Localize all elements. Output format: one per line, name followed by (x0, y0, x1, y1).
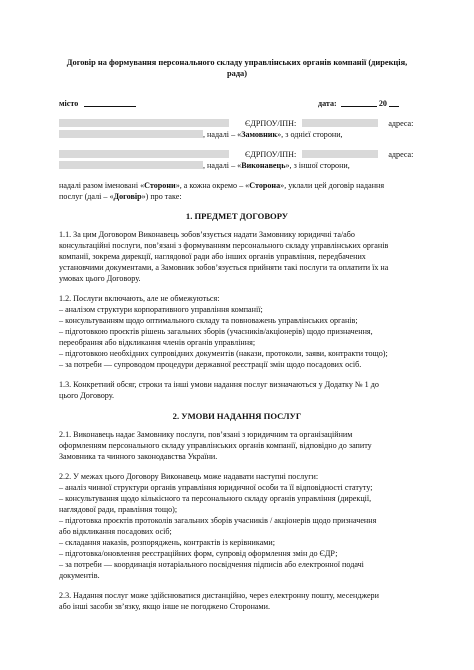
list-item: – підготовка/оновлення реєстраційних форм, супровід оформлення змін до ЄДР; (59, 549, 338, 558)
intro-text: послуг (далі – « (59, 192, 114, 201)
party1-line-1 (59, 119, 413, 129)
list-item: – за потреби — координація нотаріального посвідчення підписів або електронної подачі (59, 560, 364, 569)
paragraph-line: умовах цього Договору. (59, 274, 141, 283)
party1-edrpou-field[interactable] (302, 119, 378, 127)
intro-term-sides: Сторони (144, 181, 176, 190)
list-item: – аналіз чинної структури органів управління юридичної особи та її відповідності статуту; (59, 483, 373, 492)
list-item-continuation: переобрання або відкликання членів органів управління; (59, 338, 256, 347)
city-line (59, 98, 136, 109)
list-item-continuation: або відкликання посадових осіб; (59, 527, 172, 536)
party2-edrpou-field[interactable] (302, 150, 378, 158)
paragraph-line: 2.3. Надання послуг може здійснюватися дистанційно, через електронну пошту, месенджери (59, 591, 379, 600)
intro-term-contract: Договір (113, 192, 142, 201)
party2-address-label: адреса: (388, 150, 414, 159)
party2-edrpou-label: ЄДРПОУ/ІПН: (245, 150, 297, 159)
party1-name-field[interactable] (59, 119, 229, 127)
party2-address-field[interactable] (59, 161, 203, 169)
section-1-heading: 1. ПРЕДМЕТ ДОГОВОРУ (185, 211, 289, 221)
party1-line-2 (59, 130, 343, 140)
intro-line-1 (59, 181, 384, 191)
section-2-heading: 2. УМОВИ НАДАННЯ ПОСЛУГ (172, 411, 302, 421)
paragraph-line: 1.2. Послуги включають, але не обмежуються: (59, 294, 220, 303)
party2-name-field[interactable] (59, 150, 229, 158)
paragraph-line: компанії, зокрема дирекції, наглядової ради або інших органів управління, передбачених (59, 252, 366, 261)
paragraph-line: або інші засоби зв’язку, якщо інше не погоджено Сторонами. (59, 602, 271, 611)
city-blank-field[interactable] (84, 98, 136, 107)
intro-term-side: Сторона (249, 181, 281, 190)
list-item: – консультуванням щодо оптимального складу та повноважень управлінських органів; (59, 316, 358, 325)
date-label: дата: (318, 99, 337, 108)
paragraph-line: установчими документами, а Замовник зобов’язується прийняти такі послуги та оплатити їх на (59, 263, 389, 272)
paragraph-line: цього Договору. (59, 391, 115, 400)
intro-text: ») про таке: (141, 192, 182, 201)
list-item-continuation: наглядової ради, правління тощо); (59, 505, 178, 514)
paragraph-line: оформленням персонального складу управлінських органів компанії, відповідно до запиту (59, 441, 372, 450)
document-title-line-1: Договір на формування персонального складу управлінських органів компанії (дирекція, (66, 58, 408, 67)
date-year-blank-field[interactable] (389, 98, 399, 107)
date-blank-field[interactable] (341, 98, 377, 107)
party1-role-name: Замовник (241, 130, 278, 139)
list-item: – підготовкою необхідних супровідних документів (накази, протоколи, заяви, контракти тощо); (59, 349, 388, 358)
city-label: місто (59, 99, 79, 108)
party2-role-prefix: , надалі – « (203, 161, 242, 170)
party2-line-2 (59, 161, 350, 171)
party1-edrpou-label: ЄДРПОУ/ІПН: (245, 119, 297, 128)
party2-role-suffix: », з іншої сторони, (285, 161, 350, 170)
paragraph-line: консультаційні послуги, пов’язані з формуванням персонального складу управлінських органів (59, 241, 389, 250)
paragraph-line: 1.1. За цим Договором Виконавець зобов’язується надати Замовнику юридичні та/або (59, 230, 355, 239)
party1-address-field[interactable] (59, 130, 203, 138)
paragraph-line: 1.3. Конкретний обсяг, строки та інші умови надання послуг визначаються у Додатку № 1 до (59, 380, 379, 389)
intro-text: надалі разом іменовані « (59, 181, 145, 190)
list-item-continuation: документів. (59, 571, 100, 580)
list-item: – підготовка проєктів протоколів загальних зборів учасників / акціонерів щодо призначення (59, 516, 377, 525)
list-item: – консультування щодо кількісного та персонального складу органів управління (дирекції, (59, 494, 372, 503)
party1-address-label: адреса: (388, 119, 414, 128)
intro-text: », уклали цей договір надання (280, 181, 385, 190)
list-item: – за потреби — супроводом процедури державної реєстрації змін щодо посадових осіб. (59, 360, 362, 369)
intro-line-2 (59, 192, 182, 202)
party1-role-suffix: », з однієї сторони, (277, 130, 343, 139)
list-item: – складання наказів, розпоряджень, контрактів із керівниками; (59, 538, 275, 547)
list-item: – підготовкою проєктів рішень загальних зборів (учасників/акціонерів) щодо призначення, (59, 327, 373, 336)
document-title-line-2: рада) (226, 69, 248, 78)
paragraph-line: 2.2. У межах цього Договору Виконавець може надавати наступні послуги: (59, 472, 319, 481)
party2-line-1 (59, 150, 413, 160)
intro-text: », а кожна окремо – « (175, 181, 250, 190)
party2-role-name: Виконавець (241, 161, 286, 170)
party1-role-prefix: , надалі – « (203, 130, 242, 139)
date-line (318, 98, 399, 109)
date-year: 20 (378, 99, 387, 108)
paragraph-line: Замовника та чинного законодавства України. (59, 452, 218, 461)
paragraph-line: 2.1. Виконавець надає Замовнику послуги, пов’язані з юридичним та організаційним (59, 430, 353, 439)
list-item: – аналізом структури корпоративного управління компанії; (59, 305, 263, 314)
